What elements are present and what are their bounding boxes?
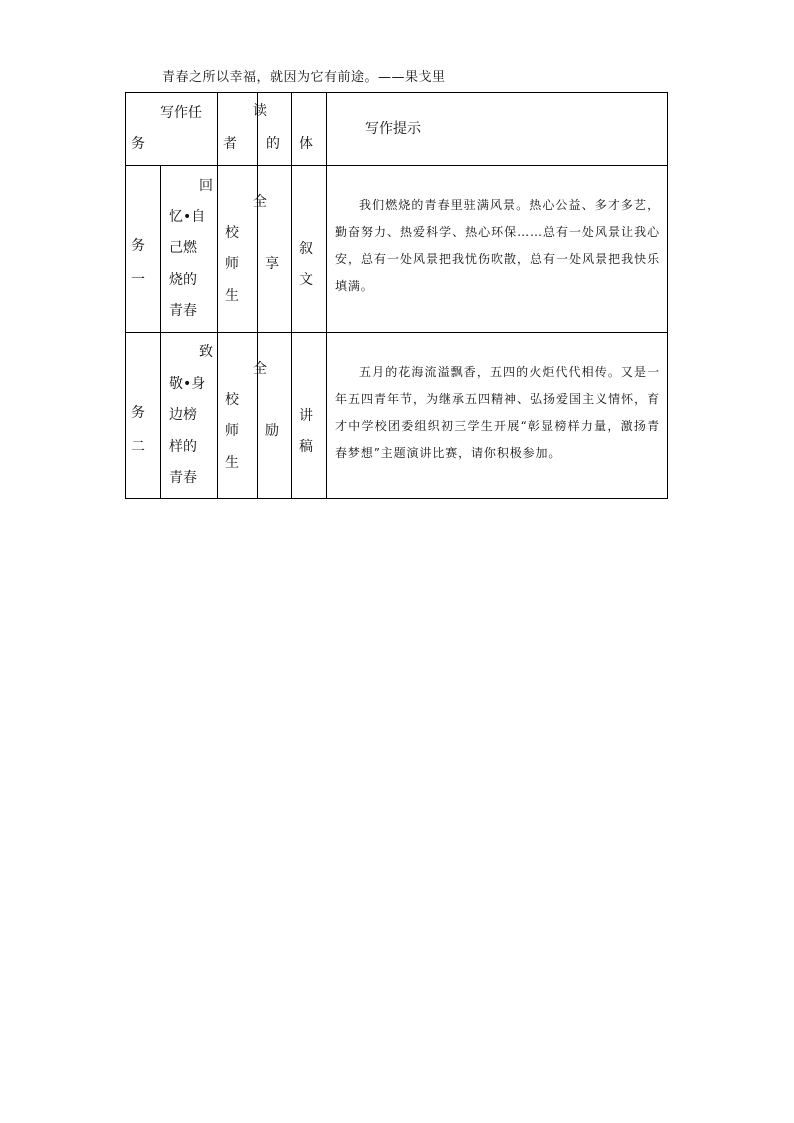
row2-reader-top: 全 — [253, 361, 267, 377]
row1-genre-1: 叙 — [299, 241, 313, 257]
writing-task-table — [125, 92, 668, 499]
row2-hint: 五月的花海流溢飘香，五四的火炬代代相传。又是一年五四青年节，为继承五四精神、弘扬爱国主义情怀，育才中学校团委组织初三学生开展“彰显榜样力量，激扬青春梦想”主题演讲比赛，请你积极参加。 — [335, 365, 660, 460]
row1-purpose: 享 — [265, 256, 279, 272]
row1-reader-clipped — [253, 194, 267, 212]
row2-task-b: 二 — [131, 439, 145, 455]
row1-reader-2: 师 — [225, 256, 239, 272]
row2-title-5: 青春 — [169, 470, 197, 486]
row1-genre-2: 文 — [299, 272, 313, 288]
row2-genre-2: 稿 — [299, 439, 313, 455]
epigraph-author: ——果戈里 — [378, 70, 446, 85]
table-border-bottom — [125, 498, 668, 499]
row2-title-1: 致 — [199, 344, 213, 360]
row2-reader-1: 校 — [225, 392, 239, 408]
row2-reader-3: 生 — [225, 455, 239, 471]
table-border-left — [125, 92, 126, 499]
header-reader-clipped — [253, 103, 267, 123]
table-divider-row — [125, 332, 668, 333]
row2-genre-1: 讲 — [299, 408, 313, 424]
table-divider-hint — [326, 92, 327, 499]
row1-task-b: 一 — [131, 272, 145, 288]
row1-title-2: 忆•自 — [169, 209, 206, 225]
header-hint: 写作提示 — [365, 121, 421, 137]
table-divider-genre — [291, 92, 292, 499]
header-purpose: 的 — [266, 136, 280, 152]
header-task-line2: 务 — [131, 136, 145, 152]
table-divider-purpose — [257, 92, 258, 499]
header-reader-top: 读 — [253, 103, 267, 119]
row1-reader-1: 校 — [225, 225, 239, 241]
epigraph-text: 青春之所以幸福，就因为它有前途。 — [162, 70, 379, 85]
row2-purpose: 励 — [265, 423, 279, 439]
row2-reader-2: 师 — [225, 423, 239, 439]
row1-reader-3: 生 — [225, 288, 239, 304]
header-genre: 体 — [299, 136, 313, 152]
table-divider-reader — [217, 92, 218, 499]
row1-title-3: 己燃 — [169, 240, 197, 256]
row1-title-5: 青春 — [169, 303, 197, 319]
table-border-right — [667, 92, 668, 499]
table-divider-header — [125, 165, 668, 166]
header-reader: 者 — [223, 136, 237, 152]
row2-reader-clipped — [253, 361, 267, 379]
row2-task-a: 务 — [131, 405, 145, 421]
row2-title-3: 边榜 — [169, 407, 197, 423]
table-border-top — [125, 92, 668, 93]
row1-hint: 我们燃烧的青春里驻满风景。热心公益、多才多艺，勤奋努力、热爱科学、热心环保……总有一处风景让我心安，总有一处风景把我忧伤吹散，总有一处风景把我快乐填满。 — [335, 198, 660, 293]
row1-task-a: 务 — [131, 238, 145, 254]
row1-title-1: 回 — [199, 178, 213, 194]
epigraph — [162, 66, 446, 85]
row1-title-4: 烧的 — [169, 272, 197, 288]
row2-title-4: 样的 — [169, 439, 197, 455]
row2-title-2: 敬•身 — [169, 376, 206, 392]
header-task-line1: 写作任 — [160, 105, 202, 121]
row1-reader-top: 全 — [253, 194, 267, 210]
